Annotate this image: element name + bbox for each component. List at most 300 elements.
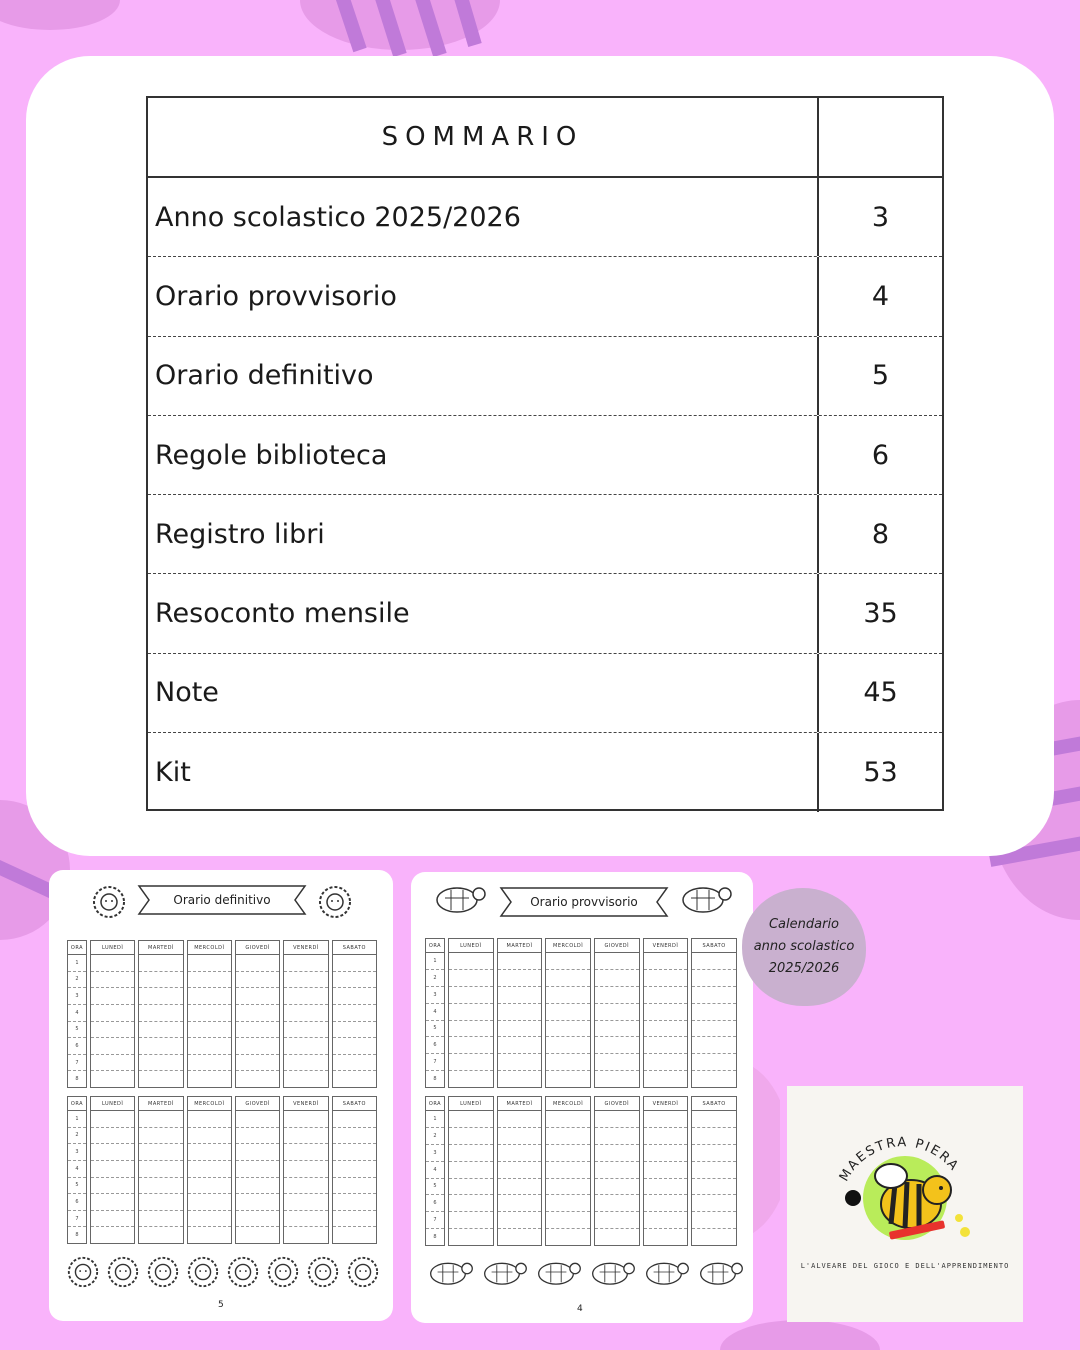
grid-cell	[498, 1004, 542, 1021]
grid-cell: 7	[426, 1212, 444, 1229]
table-of-contents	[146, 96, 944, 811]
toc-entry-page: 35	[863, 598, 898, 630]
lion-icon	[63, 1254, 103, 1294]
caption-line-2: anno scolastico	[753, 939, 855, 954]
grid-column	[545, 1096, 591, 1246]
grid-header: LUNEDÌ	[91, 941, 134, 955]
grid-cell	[236, 1005, 279, 1022]
grid-column	[643, 938, 689, 1088]
grid-cell	[188, 1038, 231, 1055]
grid-cell	[546, 1145, 590, 1162]
grid-cell	[595, 1071, 639, 1087]
grid-cell	[644, 1212, 688, 1229]
grid-cell	[284, 1227, 327, 1243]
grid-cell	[188, 1211, 231, 1228]
grid-header: SABATO	[333, 941, 376, 955]
grid-cell	[333, 1038, 376, 1055]
grid-cell	[595, 1054, 639, 1071]
grid-cell	[595, 1179, 639, 1196]
grid-cell	[692, 970, 736, 987]
grid-cell: 1	[68, 955, 86, 972]
grid-cell	[284, 1178, 327, 1195]
grid-cell: 4	[68, 1161, 86, 1178]
grid-cell	[91, 972, 134, 989]
grid-cell: 4	[426, 1162, 444, 1179]
grid-column	[187, 1096, 232, 1244]
lion-icon	[317, 884, 353, 920]
grid-cell	[139, 1161, 182, 1178]
toc-entry-page: 53	[863, 757, 898, 789]
grid-cell	[644, 1128, 688, 1145]
lion-border	[63, 1254, 383, 1294]
grid-cell	[546, 1195, 590, 1212]
grid-cell	[644, 1195, 688, 1212]
grid-cell	[188, 1071, 231, 1087]
grid-cell	[91, 955, 134, 972]
bee-decoration-top	[290, 0, 510, 60]
turtle-icon	[427, 880, 487, 916]
grid-cell	[236, 1211, 279, 1228]
grid-column	[283, 1096, 328, 1244]
grid-cell	[595, 1037, 639, 1054]
toc-entry-label: Registro libri	[148, 495, 819, 573]
grid-cell	[188, 1178, 231, 1195]
grid-cell	[449, 1071, 493, 1087]
grid-cell	[188, 1022, 231, 1039]
grid-cell: 2	[68, 972, 86, 989]
page-number: 5	[218, 1300, 224, 1310]
grid-cell	[692, 987, 736, 1004]
grid-cell	[546, 987, 590, 1004]
grid-cell	[284, 1038, 327, 1055]
grid-cell	[546, 1071, 590, 1087]
grid-cell	[333, 1005, 376, 1022]
grid-cell	[644, 1021, 688, 1038]
grid-cell	[188, 1111, 231, 1128]
lion-icon	[183, 1254, 223, 1294]
grid-cell	[139, 1071, 182, 1087]
grid-cell	[333, 1227, 376, 1243]
grid-column	[138, 940, 183, 1088]
grid-header: VENERDÌ	[644, 1097, 688, 1111]
grid-cell: 5	[68, 1178, 86, 1195]
toc-entry-page: 4	[871, 280, 890, 312]
grid-column	[448, 938, 494, 1088]
grid-cell	[449, 1021, 493, 1038]
grid-cell	[449, 1004, 493, 1021]
grid-cell	[139, 1128, 182, 1145]
grid-cell	[284, 1211, 327, 1228]
page-banner	[499, 884, 669, 920]
grid-column	[90, 1096, 135, 1244]
grid-cell	[449, 1195, 493, 1212]
grid-cell	[546, 1212, 590, 1229]
grid-cell	[498, 1037, 542, 1054]
toc-entry-page: 8	[871, 518, 890, 550]
grid-cell	[333, 972, 376, 989]
brand-logo	[787, 1086, 1023, 1322]
toc-row	[148, 416, 942, 495]
grid-column	[594, 1096, 640, 1246]
grid-cell	[139, 1144, 182, 1161]
grid-cell	[333, 1144, 376, 1161]
grid-cell	[498, 970, 542, 987]
grid-cell	[692, 1195, 736, 1212]
grid-header: GIOVEDÌ	[236, 941, 279, 955]
grid-cell	[91, 988, 134, 1005]
turtle-icon	[691, 1256, 745, 1292]
grid-header: LUNEDÌ	[91, 1097, 134, 1111]
grid-cell	[333, 988, 376, 1005]
grid-cell: 8	[75, 1232, 79, 1239]
grid-cell: 6	[68, 1194, 86, 1211]
grid-cell	[595, 1229, 639, 1245]
grid-cell: 1	[426, 953, 444, 970]
grid-cell	[139, 1111, 182, 1128]
bee-logo-icon	[787, 1086, 1023, 1256]
grid-cell	[139, 1038, 182, 1055]
grid-header: MARTEDÌ	[498, 1097, 542, 1111]
bee-decoration-top-left	[0, 0, 120, 40]
toc-row	[148, 654, 942, 733]
grid-column	[425, 938, 445, 1088]
grid-cell	[449, 1179, 493, 1196]
grid-cell	[236, 1111, 279, 1128]
lion-icon	[91, 884, 127, 920]
grid-cell: 4	[426, 1004, 444, 1021]
grid-cell	[692, 1212, 736, 1229]
grid-cell	[498, 1111, 542, 1128]
grid-cell	[188, 1161, 231, 1178]
grid-cell	[692, 1128, 736, 1145]
grid-cell	[139, 972, 182, 989]
grid-cell	[449, 987, 493, 1004]
grid-cell	[449, 1054, 493, 1071]
grid-cell: 7	[426, 1054, 444, 1071]
logo-name: MAESTRA PIERA	[836, 1135, 962, 1185]
logo-tagline: L'ALVEARE DEL GIOCO E DELL'APPRENDIMENTO	[800, 1262, 1010, 1270]
grid-cell	[644, 1179, 688, 1196]
grid-cell	[139, 1022, 182, 1039]
grid-cell	[284, 972, 327, 989]
grid-header: ORA	[426, 1097, 444, 1111]
grid-column	[425, 1096, 445, 1246]
toc-entry-label: Orario provvisorio	[148, 257, 819, 335]
grid-cell	[498, 953, 542, 970]
grid-cell	[188, 972, 231, 989]
grid-cell	[595, 1195, 639, 1212]
grid-cell: 2	[68, 1128, 86, 1145]
turtle-border	[421, 1256, 745, 1292]
grid-cell	[449, 1229, 493, 1245]
lion-icon	[223, 1254, 263, 1294]
toc-entry-label: Orario definitivo	[148, 337, 819, 415]
toc-entry-page: 5	[871, 360, 890, 392]
grid-cell	[546, 1128, 590, 1145]
grid-cell	[284, 1161, 327, 1178]
grid-cell	[692, 953, 736, 970]
grid-cell	[546, 1179, 590, 1196]
grid-cell	[91, 1178, 134, 1195]
grid-cell	[692, 1004, 736, 1021]
grid-cell	[449, 1162, 493, 1179]
grid-cell	[595, 1128, 639, 1145]
grid-cell: 6	[426, 1195, 444, 1212]
grid-cell	[546, 1004, 590, 1021]
grid-cell	[236, 1227, 279, 1243]
grid-cell	[595, 970, 639, 987]
grid-cell	[644, 970, 688, 987]
grid-cell	[139, 1055, 182, 1072]
grid-cell: 1	[426, 1111, 444, 1128]
grid-column	[594, 938, 640, 1088]
grid-cell	[91, 1055, 134, 1072]
grid-cell: 6	[426, 1037, 444, 1054]
grid-cell	[91, 1071, 134, 1087]
grid-cell	[333, 1128, 376, 1145]
grid-cell	[498, 987, 542, 1004]
lion-icon	[263, 1254, 303, 1294]
grid-cell	[692, 1071, 736, 1087]
grid-header: MERCOLDÌ	[546, 1097, 590, 1111]
grid-cell	[188, 1055, 231, 1072]
toc-entry-label: Regole biblioteca	[148, 416, 819, 494]
grid-header: MARTEDÌ	[139, 1097, 182, 1111]
grid-cell	[284, 1022, 327, 1039]
grid-cell	[188, 955, 231, 972]
grid-cell	[595, 953, 639, 970]
grid-header: VENERDÌ	[284, 1097, 327, 1111]
grid-column	[187, 940, 232, 1088]
grid-cell	[546, 1111, 590, 1128]
grid-cell	[692, 1179, 736, 1196]
grid-column	[497, 938, 543, 1088]
grid-cell	[188, 988, 231, 1005]
lion-icon	[343, 1254, 383, 1294]
grid-cell	[91, 1005, 134, 1022]
toc-row	[148, 337, 942, 416]
grid-header: MERCOLDÌ	[188, 941, 231, 955]
banner-title: Orario definitivo	[173, 893, 271, 907]
grid-cell	[236, 1178, 279, 1195]
grid-cell	[284, 1055, 327, 1072]
turtle-icon	[529, 1256, 583, 1292]
grid-cell: 5	[426, 1179, 444, 1196]
grid-cell	[333, 1111, 376, 1128]
grid-cell	[644, 1162, 688, 1179]
grid-header: ORA	[68, 1097, 86, 1111]
toc-title: SOMMARIO	[148, 98, 819, 176]
schedule-grid	[425, 1096, 737, 1246]
grid-cell	[692, 1162, 736, 1179]
grid-cell	[644, 1037, 688, 1054]
grid-header: MARTEDÌ	[139, 941, 182, 955]
grid-cell	[236, 1144, 279, 1161]
grid-cell	[139, 1211, 182, 1228]
grid-cell	[284, 1144, 327, 1161]
grid-cell	[546, 1021, 590, 1038]
grid-cell	[188, 1005, 231, 1022]
toc-row	[148, 733, 942, 812]
grid-cell	[546, 1054, 590, 1071]
grid-cell	[333, 1055, 376, 1072]
lion-icon	[103, 1254, 143, 1294]
grid-cell	[236, 955, 279, 972]
grid-cell	[546, 1037, 590, 1054]
grid-header: GIOVEDÌ	[595, 1097, 639, 1111]
grid-cell	[284, 988, 327, 1005]
grid-header: LUNEDÌ	[449, 1097, 493, 1111]
grid-cell	[188, 1194, 231, 1211]
grid-cell: 4	[68, 1005, 86, 1022]
grid-cell	[91, 1038, 134, 1055]
grid-cell	[333, 1161, 376, 1178]
grid-cell	[644, 1111, 688, 1128]
grid-cell	[498, 1071, 542, 1087]
schedule-grid	[67, 940, 377, 1088]
grid-column	[283, 940, 328, 1088]
grid-cell	[595, 987, 639, 1004]
toc-entry-label: Resoconto mensile	[148, 574, 819, 652]
grid-cell	[236, 1055, 279, 1072]
grid-cell	[449, 1128, 493, 1145]
grid-cell	[284, 1194, 327, 1211]
grid-cell	[546, 970, 590, 987]
grid-cell	[236, 1071, 279, 1087]
grid-header: VENERDÌ	[284, 941, 327, 955]
page-banner	[137, 882, 307, 918]
banner-title: Orario provvisorio	[530, 895, 638, 909]
grid-cell	[284, 1005, 327, 1022]
grid-cell	[236, 1022, 279, 1039]
grid-cell	[284, 955, 327, 972]
turtle-icon	[583, 1256, 637, 1292]
grid-cell: 2	[426, 1128, 444, 1145]
grid-cell	[188, 1227, 231, 1243]
grid-cell	[644, 1054, 688, 1071]
grid-cell	[644, 987, 688, 1004]
grid-cell	[236, 972, 279, 989]
page-number: 4	[577, 1304, 583, 1314]
grid-cell	[139, 1178, 182, 1195]
grid-cell: 7	[68, 1211, 86, 1228]
grid-cell: 2	[426, 970, 444, 987]
toc-entry-page: 3	[871, 201, 890, 233]
caption-line-3: 2025/2026	[768, 961, 840, 976]
grid-column	[691, 1096, 737, 1246]
grid-column	[138, 1096, 183, 1244]
grid-column	[67, 940, 87, 1088]
preview-page-orario-definitivo	[49, 870, 393, 1321]
turtle-icon	[637, 1256, 691, 1292]
grid-cell	[449, 1111, 493, 1128]
grid-header: MERCOLDÌ	[188, 1097, 231, 1111]
toc-row	[148, 574, 942, 653]
grid-cell	[692, 1229, 736, 1245]
grid-cell	[333, 955, 376, 972]
grid-cell	[498, 1145, 542, 1162]
grid-cell	[333, 1022, 376, 1039]
toc-row	[148, 178, 942, 257]
grid-cell	[236, 988, 279, 1005]
grid-cell	[595, 1111, 639, 1128]
grid-cell	[91, 1022, 134, 1039]
grid-cell: 5	[426, 1021, 444, 1038]
grid-cell	[546, 953, 590, 970]
grid-cell	[284, 1111, 327, 1128]
grid-cell	[498, 1162, 542, 1179]
grid-cell	[91, 1144, 134, 1161]
grid-header: ORA	[68, 941, 86, 955]
preview-page-orario-provvisorio	[411, 872, 753, 1323]
grid-cell	[498, 1212, 542, 1229]
grid-cell	[595, 1004, 639, 1021]
grid-cell	[449, 1212, 493, 1229]
grid-cell	[498, 1195, 542, 1212]
grid-cell	[333, 1211, 376, 1228]
schedule-grid	[67, 1096, 377, 1244]
grid-cell	[546, 1229, 590, 1245]
grid-cell	[498, 1054, 542, 1071]
grid-column	[332, 1096, 377, 1244]
lion-icon	[143, 1254, 183, 1294]
toc-page-header	[819, 98, 942, 176]
grid-cell	[236, 1038, 279, 1055]
grid-cell	[91, 1128, 134, 1145]
grid-column	[691, 938, 737, 1088]
grid-cell: 5	[68, 1022, 86, 1039]
toc-row	[148, 257, 942, 336]
toc-header	[148, 98, 942, 178]
grid-cell	[692, 1054, 736, 1071]
grid-header: SABATO	[692, 939, 736, 953]
grid-cell	[644, 1229, 688, 1245]
grid-column	[497, 1096, 543, 1246]
grid-header: MERCOLDÌ	[546, 939, 590, 953]
grid-column	[332, 940, 377, 1088]
grid-cell: 3	[68, 1144, 86, 1161]
toc-entry-label: Kit	[148, 733, 819, 812]
grid-cell: 3	[68, 988, 86, 1005]
grid-cell	[644, 953, 688, 970]
grid-cell	[692, 1111, 736, 1128]
grid-cell	[139, 1005, 182, 1022]
grid-cell	[498, 1179, 542, 1196]
grid-cell	[91, 1227, 134, 1243]
grid-cell	[595, 1162, 639, 1179]
grid-cell	[333, 1194, 376, 1211]
grid-cell	[284, 1071, 327, 1087]
grid-cell	[449, 1037, 493, 1054]
grid-cell	[236, 1194, 279, 1211]
grid-header: LUNEDÌ	[449, 939, 493, 953]
toc-entry-label: Note	[148, 654, 819, 732]
grid-cell	[498, 1021, 542, 1038]
grid-cell	[188, 1128, 231, 1145]
grid-cell: 6	[68, 1038, 86, 1055]
grid-cell: 1	[68, 1111, 86, 1128]
grid-cell	[236, 1128, 279, 1145]
turtle-icon	[421, 1256, 475, 1292]
grid-cell: 3	[426, 987, 444, 1004]
grid-cell: 8	[433, 1234, 437, 1241]
grid-column	[643, 1096, 689, 1246]
grid-header: SABATO	[692, 1097, 736, 1111]
bee-decoration-bottom	[720, 1320, 880, 1350]
grid-cell	[236, 1161, 279, 1178]
grid-cell: 3	[426, 1145, 444, 1162]
grid-cell	[449, 953, 493, 970]
